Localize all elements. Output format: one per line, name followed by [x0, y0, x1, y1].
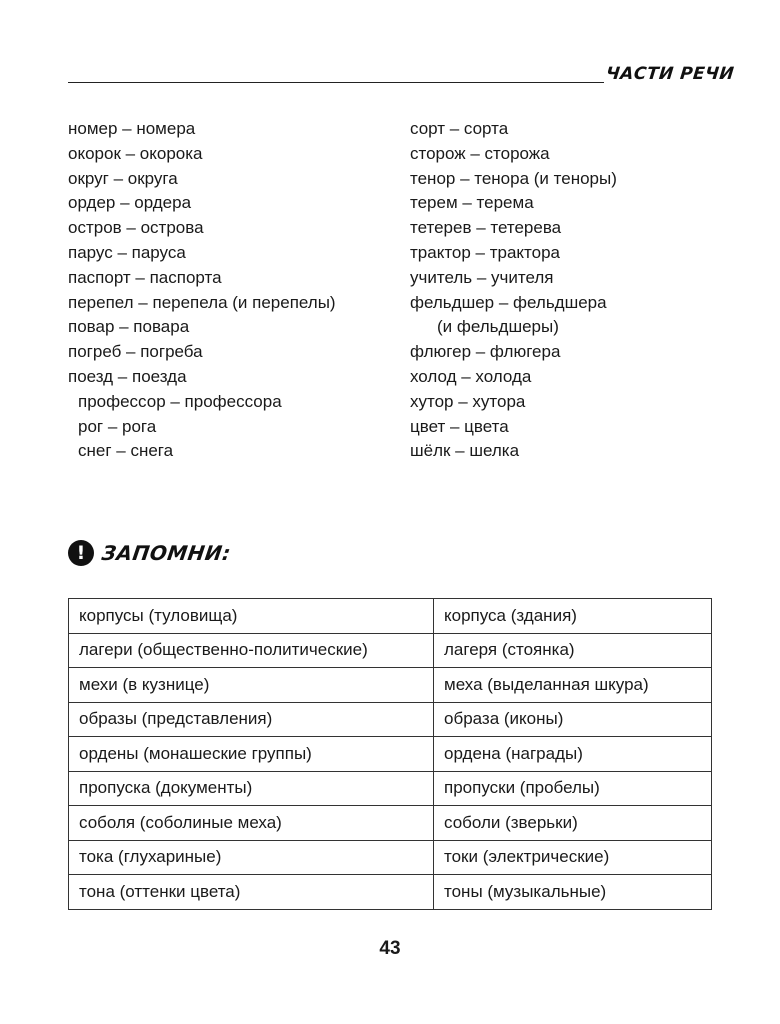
- word-pair: тенор – тенора (и теноры): [410, 168, 617, 188]
- table-cell: ордена (награды): [434, 737, 712, 772]
- word-pair: фельдшер – фельдшера: [410, 292, 607, 312]
- table-row: [69, 702, 712, 737]
- table-row: [69, 875, 712, 910]
- word-pair: окорок – окорока: [68, 143, 203, 163]
- word-pair: поезд – поезда: [68, 366, 187, 386]
- remember-heading: [68, 538, 231, 568]
- table-cell: тока (глухариные): [69, 840, 434, 875]
- section-title: ЧАСТИ РЕЧИ: [604, 64, 736, 84]
- word-pair: тетерев – тетерева: [410, 218, 562, 238]
- word-pair: паспорт – паспорта: [68, 267, 222, 287]
- word-pair: парус – паруса: [68, 242, 186, 262]
- table-cell: пропуски (пробелы): [434, 771, 712, 806]
- word-pair: цвет – цвета: [410, 416, 509, 436]
- word-pair: остров – острова: [68, 218, 204, 238]
- word-pair: хутор – хутора: [410, 391, 526, 411]
- word-pair: перепел – перепела (и перепелы): [68, 292, 336, 312]
- word-pair: флюгер – флюгера: [410, 342, 561, 362]
- word-pair: профессор – профессора: [78, 391, 282, 411]
- word-pair: округ – округа: [68, 168, 178, 188]
- word-pair: погреб – погреба: [68, 342, 203, 362]
- exclamation-icon: !: [68, 540, 94, 566]
- table-row: [69, 599, 712, 634]
- table-cell: образы (представления): [69, 702, 434, 737]
- word-pair: сторож – сторожа: [410, 143, 550, 163]
- table-cell: корпусы (туловища): [69, 599, 434, 634]
- table-cell: корпуса (здания): [434, 599, 712, 634]
- word-pair: снег – снега: [78, 441, 174, 461]
- word-pair: рог – рога: [78, 416, 157, 436]
- table-cell: мехи (в кузнице): [69, 668, 434, 703]
- right-word-column: [410, 117, 710, 464]
- table-row: [69, 633, 712, 668]
- table-cell: соболи (зверьки): [434, 806, 712, 841]
- table-cell: пропуска (документы): [69, 771, 434, 806]
- word-pair: сорт – сорта: [410, 119, 509, 138]
- word-meaning-table: [68, 598, 712, 910]
- word-pair: номер – номера: [68, 119, 196, 138]
- table-row: [69, 668, 712, 703]
- table-row: [69, 737, 712, 772]
- table-cell: токи (электрические): [434, 840, 712, 875]
- table-cell: тона (оттенки цвета): [69, 875, 434, 910]
- remember-label: ЗАПОМНИ:: [100, 541, 233, 565]
- word-pair: ордер – ордера: [68, 193, 192, 213]
- table-cell: образа (иконы): [434, 702, 712, 737]
- table-row: [69, 806, 712, 841]
- table-cell: лагеря (стоянка): [434, 633, 712, 668]
- word-pair: холод – холода: [410, 366, 532, 386]
- word-pair: повар – повара: [68, 317, 190, 337]
- table-cell: тоны (музыкальные): [434, 875, 712, 910]
- table-cell: меха (выделанная шкура): [434, 668, 712, 703]
- table-cell: ордены (монашеские группы): [69, 737, 434, 772]
- word-pair: терем – терема: [410, 193, 534, 213]
- page-number: 43: [379, 938, 401, 959]
- header-rule: [68, 82, 604, 83]
- table-cell: соболя (соболиные меха): [69, 806, 434, 841]
- left-word-column: [68, 117, 398, 464]
- word-pair-continuation: (и фельдшеры): [437, 317, 559, 337]
- table-cell: лагери (общественно-политические): [69, 633, 434, 668]
- word-pair: учитель – учителя: [410, 267, 554, 287]
- table-row: [69, 840, 712, 875]
- word-pair: шёлк – шелка: [410, 441, 520, 461]
- table-row: [69, 771, 712, 806]
- word-pair: трактор – трактора: [410, 242, 561, 262]
